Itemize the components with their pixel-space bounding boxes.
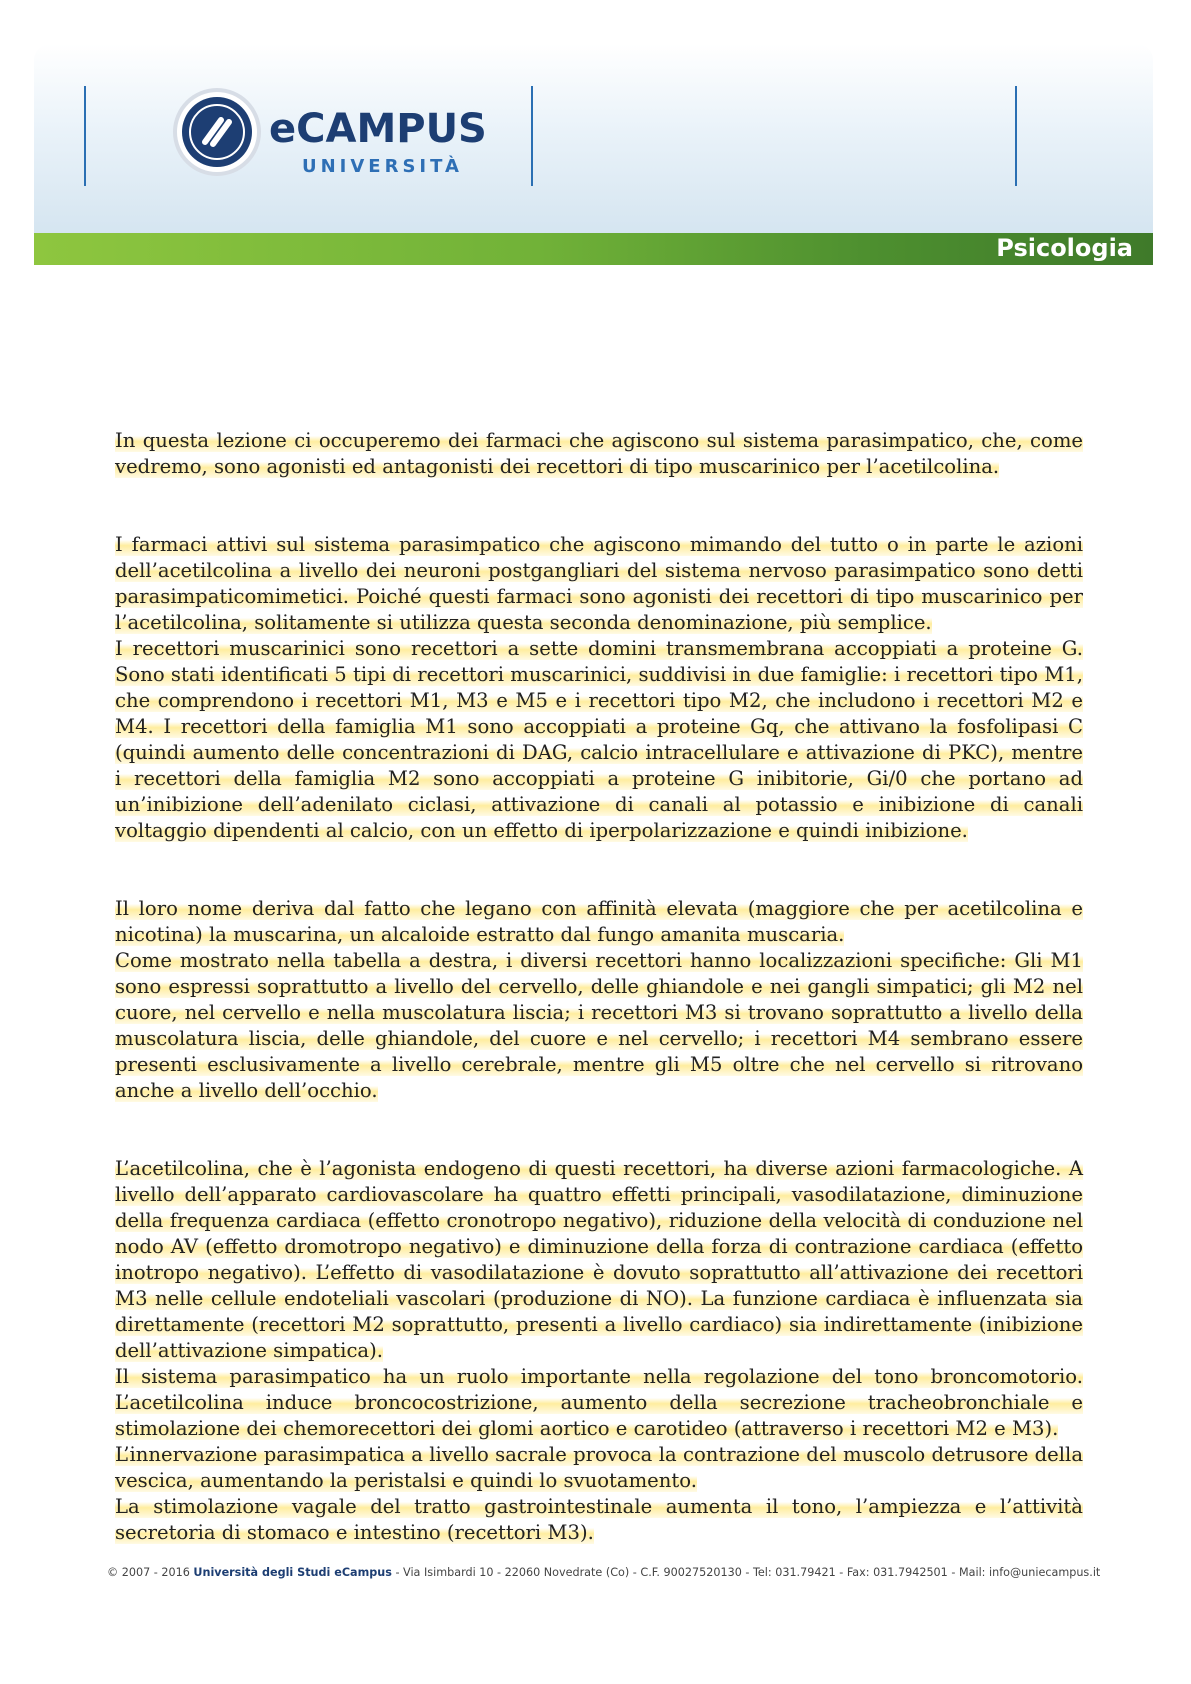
header-divider-left	[84, 86, 86, 186]
footer-years: © 2007 - 2016	[107, 1566, 190, 1579]
logo-wordmark: eCAMPUS	[269, 106, 487, 152]
paragraph-name-origin: Il loro nome deriva dal fatto che legano con affinità elevata (maggiore che per acetilcolina e nicotina) la muscarina, un alcaloide estratto dal fungo amanita muscaria.	[115, 897, 1083, 946]
paragraph-bronchial: Il sistema parasimpatico ha un ruolo importante nella regolazione del tono broncomotorio. L’acetilcolina induce broncocostrizione, aumento della secrezione tracheobronchiale e stimolazione dei chemorecettori dei glomi aortico e carotideo (attraverso i recettori M2 e M3).	[115, 1365, 1083, 1440]
header-divider-right	[1015, 86, 1017, 186]
header-divider-middle	[531, 86, 533, 186]
paragraph-bladder: L’innervazione parasimpatica a livello sacrale provoca la contrazione del muscolo detrusore della vescica, aumentando la peristalsi e quindi lo svuotamento.	[115, 1443, 1083, 1492]
section-band	[34, 233, 1153, 265]
university-seal-icon	[171, 86, 263, 178]
section-title: Psicologia	[996, 234, 1133, 262]
footer-contacts: - Via Isimbardi 10 - 22060 Novedrate (Co) - C.F. 90027520130 - Tel: 031.79421 - Fax: 031.7942501 - Mail: info@uniecampus.it	[395, 1566, 1101, 1579]
page-footer	[107, 1566, 1101, 1579]
logo-subtitle: UNIVERSITÀ	[302, 156, 463, 177]
paragraph-gastrointestinal: La stimolazione vagale del tratto gastrointestinale aumenta il tono, l’ampiezza e l’attività secretoria di stomaco e intestino (recettori M3).	[115, 1495, 1083, 1544]
page-header	[34, 44, 1153, 265]
paragraph-parasympathomimetics: I farmaci attivi sul sistema parasimpatico che agiscono mimando del tutto o in parte le azioni dell’acetilcolina a livello dei neuroni postgangliari del sistema nervoso parasimpatico sono detti parasimpaticomimetici. Poiché questi farmaci sono agonisti dei recettori di tipo muscarinico per l’acetilcolina, solitamente si utilizza questa seconda denominazione, più semplice.	[115, 533, 1083, 634]
paragraph-receptors: I recettori muscarinici sono recettori a sette domini transmembrana accoppiati a proteine G. Sono stati identificati 5 tipi di recettori muscarinici, suddivisi in due famiglie: i recettori tipo M1, che comprendono i recettori M1, M3 e M5 e i recettori tipo M2, che includono i recettori M2 e M4. I recettori della famiglia M1 sono accoppiati a proteine Gq, che attivano la fosfolipasi C (quindi aumento delle concentrazioni di DAG, calcio intracellulare e attivazione di PKC), mentre i recettori della famiglia M2 sono accoppiati a proteine G inibitorie, Gi/0 che portano ad un’inibizione dell’adenilato ciclasi, attivazione di canali al potassio e inibizione di canali voltaggio dipendenti al calcio, con un effetto di iperpolarizzazione e quindi inibizione.	[115, 637, 1083, 842]
paragraph-intro: In questa lezione ci occuperemo dei farmaci che agiscono sul sistema parasimpatico, che, come vedremo, sono agonisti ed antagonisti dei recettori di tipo muscarinico per l’acetilcolina.	[115, 429, 1083, 478]
footer-org: Università degli Studi eCampus	[193, 1566, 392, 1579]
lesson-body	[115, 428, 1083, 1546]
paragraph-localization: Come mostrato nella tabella a destra, i diversi recettori hanno localizzazioni specifiche: Gli M1 sono espressi soprattutto a livello del cervello, delle ghiandole e nei gangli simpatici; gli M2 nel cuore, nel cervello e nella muscolatura liscia; i recettori M3 si trovano soprattutto a livello della muscolatura liscia, delle ghiandole, del cuore e nel cervello; i recettori M4 sembrano essere presenti esclusivamente a livello cerebrale, mentre gli M5 oltre che nel cervello si ritrovano anche a livello dell’occhio.	[115, 949, 1083, 1102]
paragraph-cardiovascular: L’acetilcolina, che è l’agonista endogeno di questi recettori, ha diverse azioni farmacologiche. A livello dell’apparato cardiovascolare ha quattro effetti principali, vasodilatazione, diminuzione della frequenza cardiaca (effetto cronotropo negativo), riduzione della velocità di conduzione nel nodo AV (effetto dromotropo negativo) e diminuzione della forza di contrazione cardiaca (effetto inotropo negativo). L’effetto di vasodilatazione è dovuto soprattutto all’attivazione dei recettori M3 nelle cellule endoteliali vascolari (produzione di NO). La funzione cardiaca è influenzata sia direttamente (recettori M2 soprattutto, presenti a livello cardiaco) sia indirettamente (inibizione dell’attivazione simpatica).	[115, 1157, 1083, 1362]
